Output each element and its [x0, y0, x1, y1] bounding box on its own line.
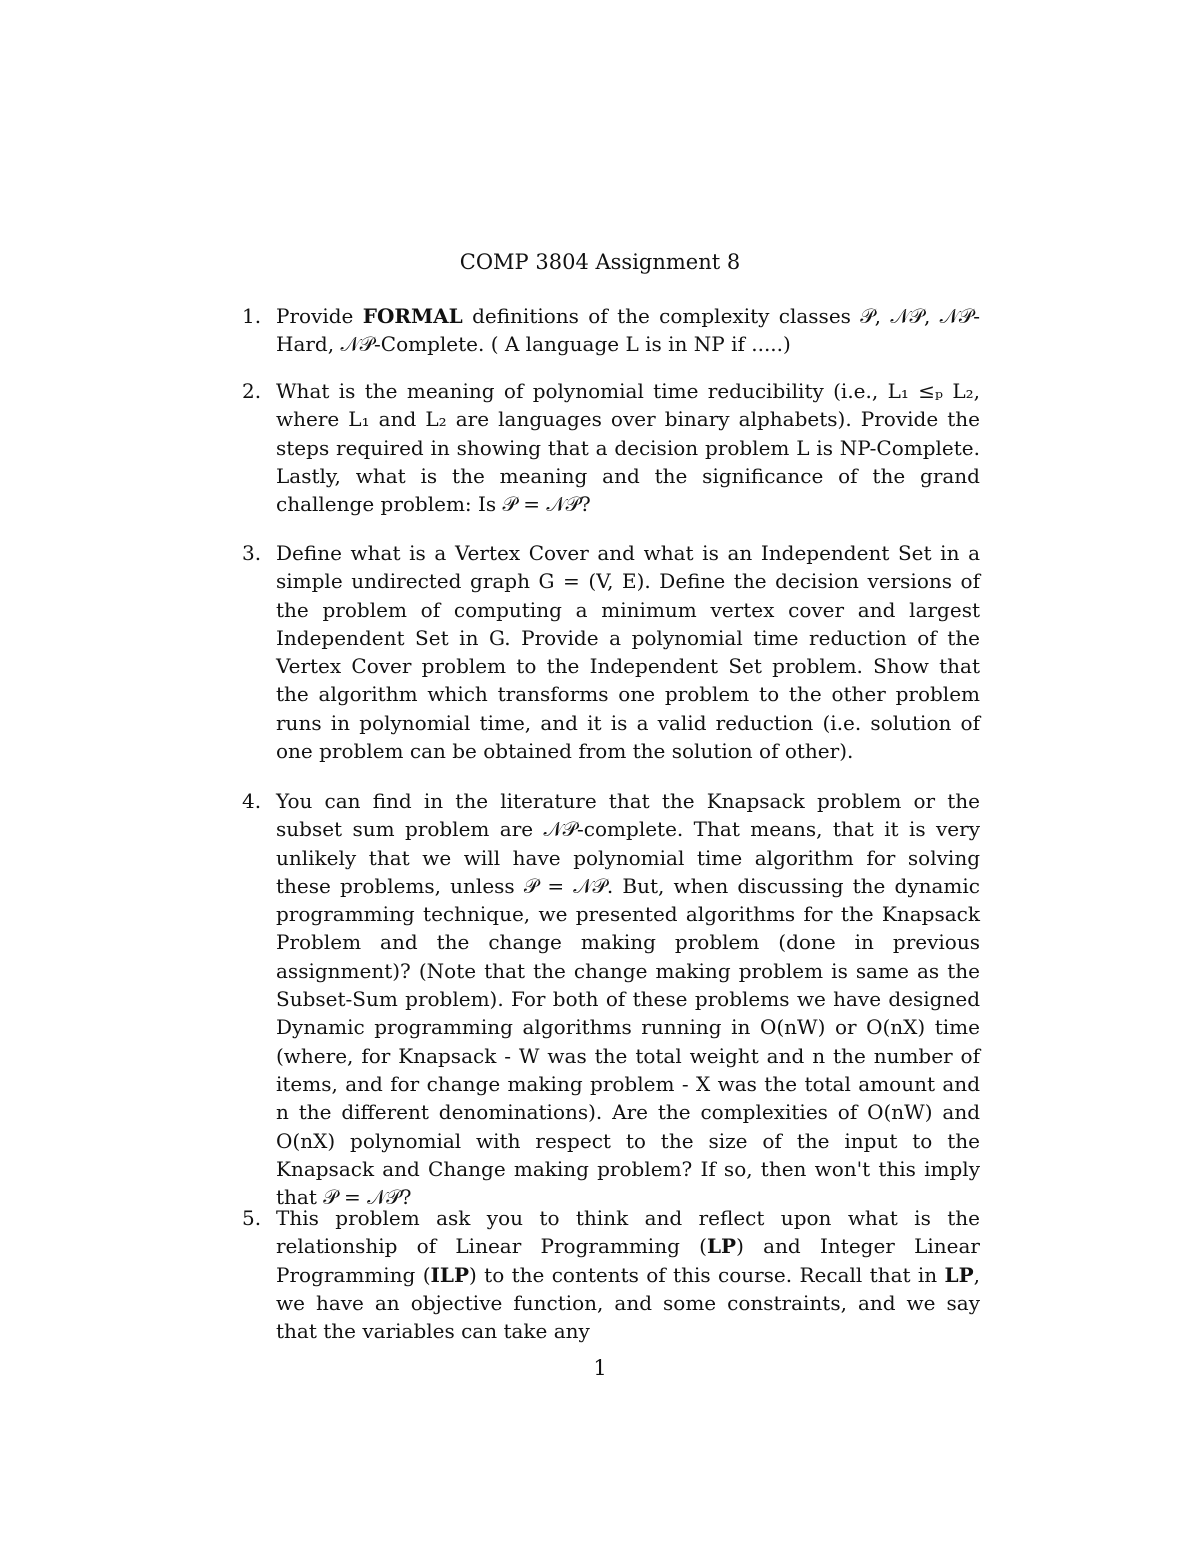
question-2 — [242, 377, 980, 518]
question-1 — [242, 302, 980, 359]
question-3 — [242, 539, 980, 765]
bold-term: LP — [944, 1262, 974, 1287]
page-number: 1 — [593, 1356, 607, 1380]
question-text: You can find in the literature that the Knapsack problem or the subset sum problem are 𝒩𝒫-complete. That means, that it is very unlikely that we will have polynomial time algorithm for solving these problems, unless 𝒫 = 𝒩𝒫. But, when discussing the dynamic programming technique, we presented algorithms for the Knapsack Problem and the change making problem (done in previous assignment)? (Note that the change making problem is same as the Subset-Sum problem). For both of these problems we have designed Dynamic programming algorithms running in O(nW) or O(nX) time (where, for Knapsack - W was the total weight and n the number of items, and for change making problem - X was the total amount and n the different denominations). Are the complexities of O(nW) and O(nX) polynomial with respect to the size of the input to the Knapsack and Change making problem? If so, then won't this imply that 𝒫 = 𝒩𝒫? — [276, 789, 980, 1210]
bold-term: FORMAL — [362, 304, 463, 328]
question-text: Provide FORMAL definitions of the complexity classes 𝒫, 𝒩𝒫, 𝒩𝒫-Hard, 𝒩𝒫-Complete. ( A language L is in NP if .....) — [276, 304, 981, 357]
question-number: 3. — [242, 541, 262, 565]
question-4 — [242, 787, 980, 1211]
bold-term: ILP — [430, 1262, 469, 1287]
question-number: 2. — [242, 379, 262, 403]
question-number: 4. — [242, 789, 262, 813]
question-number: 1. — [242, 304, 262, 328]
question-text: Define what is a Vertex Cover and what is an Independent Set in a simple undirected graph G = (V, E). Define the decision versions of the problem of computing a minimum vertex cover and largest Independent Set in G. Provide a polynomial time reduction of the Vertex Cover problem to the Independent Set problem. Show that the algorithm which transforms one problem to the other problem runs in polynomial time, and it is a valid reduction (i.e. solution of one problem can be obtained from the solution of other). — [276, 541, 980, 764]
question-5 — [242, 1204, 980, 1345]
question-text: This problem ask you to think and reflect upon what is the relationship of Linear Programming (LP) and Integer Linear Programming (ILP) to the contents of this course. Recall that in LP, we have an objective function, and some constraints, and we say that the variables can take any — [276, 1206, 981, 1344]
bold-term: LP — [706, 1234, 737, 1259]
question-text: What is the meaning of polynomial time reducibility (i.e., L₁ ≤ₚ L₂, where L₁ and L₂ are languages over binary alphabets). Provide the steps required in showing that a decision problem L is NP-Complete. Lastly, what is the meaning and the significance of the grand challenge problem: Is 𝒫 = 𝒩𝒫? — [276, 379, 980, 517]
assignment-title: COMP 3804 Assignment 8 — [459, 250, 741, 274]
question-number: 5. — [242, 1206, 262, 1230]
